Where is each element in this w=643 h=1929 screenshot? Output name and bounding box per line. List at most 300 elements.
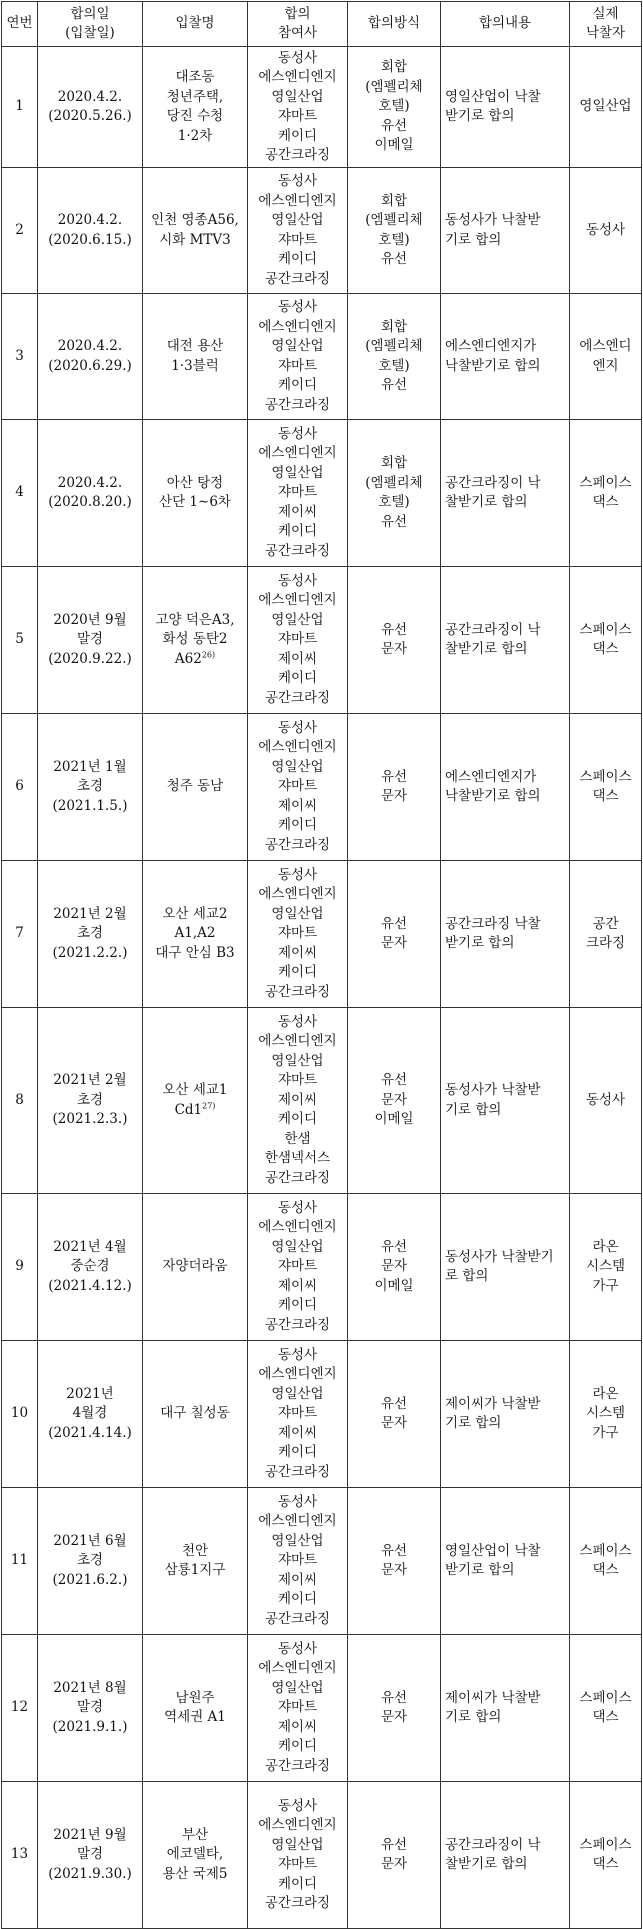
actual-winner-cell	[570, 714, 642, 861]
cell-line: 시스템	[585, 1405, 626, 1422]
agreement-content-cell	[441, 168, 570, 294]
cell-line: 시화 MTV3	[159, 231, 231, 248]
row-number-cell: 12	[2, 1635, 38, 1782]
cell-line: 청년주택,	[166, 88, 224, 105]
row-number-cell: 1	[2, 47, 38, 168]
cell-line: 공간크라징이 낙	[445, 1836, 541, 1853]
table-row	[2, 567, 642, 714]
agreement-date-cell	[38, 1635, 143, 1782]
cell-line: 케이디	[277, 964, 318, 981]
table-row	[2, 714, 642, 861]
cell-line: 유선	[380, 377, 408, 393]
agreement-content-cell	[441, 1341, 570, 1488]
participants-cell	[248, 567, 348, 714]
cell-line: (2021.4.14.)	[48, 1424, 132, 1441]
cell-line: 영일산업	[271, 338, 324, 354]
actual-winner-cell	[570, 420, 642, 567]
header-no	[2, 2, 38, 47]
agreement-date-cell	[38, 1488, 143, 1635]
agreement-method-cell	[348, 1194, 441, 1341]
cell-line: 2021년 4월	[53, 1238, 127, 1255]
cell-line: 케이디	[277, 1444, 318, 1461]
cell-line: 1·3블럭	[171, 357, 219, 374]
cell-line: 한샘	[284, 1130, 311, 1147]
cell-line: 유선	[380, 513, 408, 530]
row-number-cell: 9	[2, 1194, 38, 1341]
cell-line: 쟈마트	[277, 925, 318, 942]
cell-line: 오산 세교1	[162, 1082, 228, 1098]
cell-line: 케이디	[277, 251, 318, 267]
cell-line: 2020.4.2.	[57, 338, 123, 354]
agreement-date-cell	[38, 1194, 143, 1341]
cell-line: 공간크라징	[264, 1463, 331, 1480]
row-number-cell: 3	[2, 294, 38, 420]
cell-line: (2021.9.30.)	[48, 1865, 132, 1882]
cell-line: 1·2차	[177, 127, 213, 144]
cell-line: 기로 합의	[445, 1709, 502, 1725]
agreement-method-cell	[348, 861, 441, 1008]
cell-line: 인천 영종A56,	[151, 212, 239, 228]
cell-line: 호텔)	[378, 98, 410, 115]
cell-line: 댁스	[592, 1709, 619, 1725]
cell-line: 공간크라징	[264, 542, 331, 559]
cell-line: 에스엔디엔지	[258, 886, 337, 903]
agreement-date-cell	[38, 1008, 143, 1194]
cell-line: 문자	[380, 935, 408, 951]
cell-line: 제이씨	[277, 1571, 318, 1588]
cell-line: 부산	[181, 1826, 209, 1843]
cell-line: 공간크라징	[264, 1316, 331, 1333]
cell-line: 2021년 1월	[53, 758, 127, 775]
cell-line: 영일산업이 낙찰	[445, 1542, 541, 1559]
table-row	[2, 47, 642, 168]
cell-line: (2020.5.26.)	[48, 108, 132, 124]
cell-line: (엠펠리체	[365, 474, 423, 491]
agreement-method-cell	[348, 47, 441, 168]
participants-cell	[248, 1488, 348, 1635]
table-row	[2, 294, 642, 420]
cell-line: 청주 동남	[166, 778, 224, 795]
cell-line: 낙찰자	[585, 25, 626, 41]
participants-cell	[248, 420, 348, 567]
cell-line: 찰받기로 합의	[445, 641, 528, 657]
agreement-method-cell	[348, 714, 441, 861]
cell-line: 삼룡1지구	[164, 1562, 226, 1578]
cell-line: 제이씨	[277, 1091, 318, 1108]
cell-line: (2021.2.2.)	[52, 944, 128, 961]
cell-line: 이메일	[374, 1111, 414, 1128]
cell-line: 2021년 2월	[53, 905, 127, 922]
cell-line: 에스엔디엔지	[258, 739, 337, 756]
cell-line: 실제	[592, 5, 619, 22]
cell-line: 회합	[380, 455, 408, 471]
table-row	[2, 1194, 642, 1341]
cell-line: 동성사가 낙찰받	[445, 1082, 541, 1098]
agreement-content-cell	[441, 1008, 570, 1194]
table-row	[2, 861, 642, 1008]
agreement-date-cell	[38, 1341, 143, 1488]
cell-line: 공간크라징이 낙	[445, 621, 541, 638]
cell-line: 유선	[380, 621, 408, 638]
agreement-content-cell	[441, 1488, 570, 1635]
bid-name-cell	[143, 567, 248, 714]
table-row	[2, 1635, 642, 1782]
cell-line: 공간크라징	[264, 270, 331, 287]
cell-line: 받기로 합의	[445, 935, 515, 951]
cell-line: 화성 동탄2	[162, 631, 228, 648]
agreement-content-cell	[441, 47, 570, 168]
cell-line: 쟈마트	[277, 484, 318, 501]
cell-line: 유선	[380, 1395, 408, 1412]
cell-line: 쟈마트	[277, 1258, 318, 1275]
cell-line: 영일산업	[271, 88, 324, 105]
cell-line: 천안	[181, 1542, 209, 1559]
agreement-date-cell	[38, 294, 143, 420]
cell-line: 말경	[76, 1699, 104, 1716]
cell-line: 공간크라징	[264, 1610, 331, 1627]
cell-line: 회합	[380, 318, 408, 335]
agreement-method-cell	[348, 1341, 441, 1488]
header-participants	[248, 2, 348, 47]
actual-winner-cell	[570, 567, 642, 714]
cell-line: 대구 안심 B3	[155, 944, 235, 961]
cell-line: 에코델타,	[166, 1846, 224, 1863]
cell-line: 말경	[76, 1846, 104, 1863]
header-winner	[570, 2, 642, 47]
row-number-cell: 7	[2, 861, 38, 1008]
agreement-content-cell	[441, 1635, 570, 1782]
cell-line: 영일산업	[271, 1238, 324, 1255]
cell-line: 동성사가 낙찰받	[445, 212, 541, 228]
participants-cell	[248, 47, 348, 168]
cell-line: 기로 합의	[445, 1101, 502, 1118]
table-row	[2, 420, 642, 567]
footnote-marker: 27)	[202, 1101, 216, 1110]
cell-line: 쟈마트	[277, 1405, 318, 1422]
cell-line: 가구	[592, 1277, 619, 1294]
cell-line: 스페이스	[579, 474, 632, 491]
cell-line: 에스엔디엔지	[258, 1219, 337, 1236]
cell-line: 2020년 9월	[53, 611, 127, 628]
cell-line: 유선	[380, 117, 408, 134]
cell-line: 중순경	[70, 1258, 110, 1275]
header-date	[38, 2, 143, 47]
cell-line: 에스엔디엔지	[258, 1033, 337, 1050]
agreement-method-cell	[348, 1008, 441, 1194]
cell-line: 2021년	[66, 1385, 114, 1402]
cell-line: 쟈마트	[277, 357, 318, 374]
header-name	[143, 2, 248, 47]
cell-line: 초경	[76, 925, 104, 942]
cell-line: 제이씨	[277, 1424, 318, 1441]
cell-line: 영일산업	[271, 464, 324, 481]
participants-cell	[248, 861, 348, 1008]
cell-line: 오산 세교2	[162, 905, 228, 922]
actual-winner-cell	[570, 1635, 642, 1782]
bid-name-cell	[143, 1635, 248, 1782]
cell-line: 시스템	[585, 1258, 626, 1275]
bid-name-cell	[143, 168, 248, 294]
cell-line: 초경	[76, 778, 104, 795]
cell-line: 이메일	[374, 1277, 414, 1294]
cell-line: 유선	[380, 915, 408, 932]
agreement-date-cell	[38, 420, 143, 567]
cell-line: 동성사	[277, 1797, 318, 1814]
cell-line: 댁스	[592, 494, 619, 510]
bid-name-cell	[143, 861, 248, 1008]
cell-line: 제이씨	[277, 797, 318, 814]
cell-line: Cd1$^{27)}$	[174, 1101, 216, 1118]
agreement-method-cell	[348, 1488, 441, 1635]
cell-line: 유선	[380, 1238, 408, 1255]
cell-line: 공간크라징	[264, 1757, 331, 1774]
cell-line: (엠펠리체	[365, 212, 423, 228]
cell-line: 케이디	[277, 670, 318, 687]
cell-line: 댁스	[592, 1562, 619, 1578]
agreement-method-cell	[348, 168, 441, 294]
cell-line: 2021년 9월	[53, 1826, 127, 1843]
row-number-cell: 4	[2, 420, 38, 567]
cell-line: 참여사	[277, 25, 318, 41]
cell-line: 용산 국제5	[162, 1865, 228, 1882]
cell-line: 쟈마트	[277, 631, 318, 648]
bid-name-cell	[143, 1782, 248, 1929]
cell-line: A1,A2	[174, 925, 216, 942]
cell-line: (입찰일)	[65, 25, 115, 41]
cell-line: 스페이스	[579, 768, 632, 785]
cell-line: 공간크라징	[264, 689, 331, 706]
agreement-method-cell	[348, 1782, 441, 1929]
cell-line: 동성사	[277, 299, 318, 315]
cell-line: (2020.6.15.)	[48, 231, 132, 248]
participants-cell	[248, 1635, 348, 1782]
cell-line: 연번	[6, 15, 33, 32]
actual-winner-cell	[570, 1488, 642, 1635]
cell-line: 기로 합의	[445, 231, 502, 248]
cell-line: 낙찰받기로 합의	[445, 788, 541, 804]
cell-line: 크라징	[585, 935, 626, 951]
cell-line: 동성사	[277, 1013, 318, 1030]
cell-line: 쟈마트	[277, 231, 318, 248]
row-number-cell: 6	[2, 714, 38, 861]
footnote-marker: 26)	[201, 650, 216, 660]
cell-line: 케이디	[277, 1297, 318, 1314]
cell-line: A62$^{26)}$	[174, 650, 216, 667]
cell-line: (2021.4.12.)	[48, 1277, 132, 1294]
cell-line: 로 합의	[445, 1268, 489, 1284]
cell-line: 동성사	[277, 1493, 318, 1510]
cell-line: 케이디	[277, 817, 318, 834]
cell-line: 대전 용산	[166, 338, 224, 354]
agreement-method-cell	[348, 567, 441, 714]
cell-line: 쟈마트	[277, 1072, 318, 1089]
cell-line: 스페이스	[579, 621, 632, 638]
cell-line: 입찰명	[175, 15, 215, 32]
cell-line: 말경	[76, 631, 104, 648]
cell-line: 케이디	[277, 1738, 318, 1755]
cell-line: 가구	[592, 1424, 619, 1441]
cell-line: 문자	[380, 641, 408, 657]
cell-line: 영일산업	[271, 1052, 324, 1069]
table-row	[2, 1341, 642, 1488]
bid-name-cell	[143, 420, 248, 567]
cell-line: 유선	[380, 1072, 408, 1089]
row-number-cell: 11	[2, 1488, 38, 1635]
cell-line: 합의방식	[367, 15, 421, 32]
cell-line: 쟈마트	[277, 108, 318, 124]
cell-line: 영일산업	[271, 905, 324, 922]
cell-line: 문자	[380, 788, 408, 804]
cell-line: 2021년 2월	[53, 1072, 127, 1089]
cell-line: 문자	[380, 1709, 408, 1725]
cell-line: 영일산업	[271, 611, 324, 628]
cell-line: 자양더라움	[162, 1258, 228, 1275]
cell-line: 공간크라징	[264, 396, 331, 413]
agreement-method-cell	[348, 1635, 441, 1782]
bid-name-cell	[143, 1488, 248, 1635]
cell-line: 에스엔디엔지	[258, 445, 337, 462]
actual-winner-cell	[570, 1341, 642, 1488]
cell-line: 댁스	[592, 788, 619, 804]
agreement-content-cell	[441, 1194, 570, 1341]
header-content	[441, 2, 570, 47]
agreement-content-cell	[441, 714, 570, 861]
cell-line: 케이디	[277, 1111, 318, 1128]
cell-line: 기로 합의	[445, 1415, 502, 1431]
cell-line: 제이씨	[277, 1277, 318, 1294]
agreement-date-cell	[38, 47, 143, 168]
participants-cell	[248, 168, 348, 294]
cell-line: 동성사	[277, 866, 318, 883]
header-row	[2, 2, 642, 47]
cell-line: 제이씨	[277, 503, 318, 520]
participants-cell	[248, 1008, 348, 1194]
cell-line: 영일산업	[271, 1385, 324, 1402]
cell-line: 문자	[380, 1415, 408, 1431]
cell-line: 에스엔디엔지가	[445, 338, 537, 354]
cell-line: 2020.4.2.	[57, 88, 123, 105]
participants-cell	[248, 1341, 348, 1488]
cell-line: 2021년 6월	[53, 1532, 127, 1549]
cell-line: 동성사	[277, 1199, 318, 1216]
cell-line: (2020.8.20.)	[48, 494, 132, 510]
agreement-method-cell	[348, 420, 441, 567]
cell-line: 호텔)	[378, 357, 410, 374]
cell-line: 합의일	[70, 5, 110, 22]
cell-line: 유선	[380, 251, 408, 267]
cell-line: 케이디	[277, 127, 318, 144]
cell-line: 고양 덕은A3,	[155, 611, 235, 628]
cell-line: (2021.9.1.)	[52, 1718, 128, 1735]
cell-line: 문자	[380, 1856, 408, 1872]
cell-line: (2021.1.5.)	[52, 797, 128, 814]
cell-line: 산단 1∼6차	[159, 494, 231, 510]
cell-line: 동성사	[277, 1640, 318, 1657]
cell-line: 남원주	[175, 1689, 215, 1706]
cell-line: 에스엔디엔지가	[445, 768, 537, 785]
row-number-cell: 10	[2, 1341, 38, 1488]
actual-winner-cell	[570, 168, 642, 294]
cell-line: 2020.4.2.	[57, 212, 123, 228]
cell-line: 받기로 합의	[445, 108, 515, 124]
cell-line: 공간크라징	[264, 983, 331, 1000]
agreement-content-cell	[441, 567, 570, 714]
cell-line: (2021.6.2.)	[52, 1571, 128, 1588]
bid-name-cell	[143, 47, 248, 168]
cell-line: 제이씨	[277, 650, 318, 667]
cell-line: 호텔)	[378, 494, 410, 510]
cell-line: 영일산업	[271, 1532, 324, 1549]
bid-name-cell	[143, 294, 248, 420]
cell-line: 스페이스	[579, 1836, 632, 1853]
agreement-method-cell	[348, 294, 441, 420]
cell-line: 제이씨	[277, 944, 318, 961]
cell-line: 유선	[380, 1542, 408, 1559]
cell-line: 유선	[380, 1836, 408, 1853]
bid-rigging-table	[1, 1, 642, 1929]
cell-line: 케이디	[277, 523, 318, 540]
actual-winner-cell	[570, 1782, 642, 1929]
cell-line: 공간크라징	[264, 1169, 331, 1186]
actual-winner-cell	[570, 1194, 642, 1341]
agreement-content-cell	[441, 1782, 570, 1929]
cell-line: (2020.6.29.)	[48, 357, 132, 374]
cell-line: 동성사	[277, 572, 318, 589]
cell-line: 이메일	[374, 137, 414, 154]
cell-line: 라온	[592, 1238, 619, 1255]
agreement-date-cell	[38, 714, 143, 861]
agreement-content-cell	[441, 861, 570, 1008]
cell-line: 유선	[380, 768, 408, 785]
cell-line: 스페이스	[579, 1542, 632, 1559]
cell-line: 초경	[76, 1091, 104, 1108]
cell-line: 대구 칠성동	[160, 1405, 230, 1422]
cell-line: 한샘넥서스	[264, 1150, 331, 1167]
cell-line: 에스엔디엔지	[258, 1817, 337, 1833]
cell-line: 에스엔디엔지	[258, 1513, 337, 1530]
cell-line: 동성사	[277, 173, 318, 189]
actual-winner-cell	[570, 47, 642, 168]
cell-line: 공간크라징이 낙	[445, 474, 541, 491]
bid-name-cell	[143, 1194, 248, 1341]
cell-line: 당진 수청	[166, 108, 224, 124]
participants-cell	[248, 1782, 348, 1929]
cell-line: 쟈마트	[277, 1699, 318, 1716]
cell-line: 영일산업	[271, 1679, 324, 1696]
participants-cell	[248, 714, 348, 861]
table-row	[2, 1008, 642, 1194]
cell-line: 쟈마트	[277, 778, 318, 795]
cell-line: 회합	[380, 59, 408, 76]
agreement-content-cell	[441, 294, 570, 420]
cell-line: 영일산업이 낙찰	[445, 88, 541, 105]
cell-line: 4월경	[72, 1405, 108, 1422]
agreement-date-cell	[38, 567, 143, 714]
cell-line: 엔지	[592, 357, 619, 374]
cell-line: 동성사	[585, 1091, 626, 1108]
cell-line: 케이디	[277, 377, 318, 393]
cell-line: 2020.4.2.	[57, 474, 123, 491]
cell-line: 라온	[592, 1385, 619, 1402]
cell-line: 찰받기로 합의	[445, 494, 528, 510]
agreement-date-cell	[38, 168, 143, 294]
cell-line: 동성사	[277, 49, 318, 66]
cell-line: (엠펠리체	[365, 78, 423, 95]
cell-line: 제이씨	[277, 1718, 318, 1735]
table-body	[2, 47, 642, 1929]
cell-line: 아산 탕정	[166, 474, 224, 491]
participants-cell	[248, 294, 348, 420]
